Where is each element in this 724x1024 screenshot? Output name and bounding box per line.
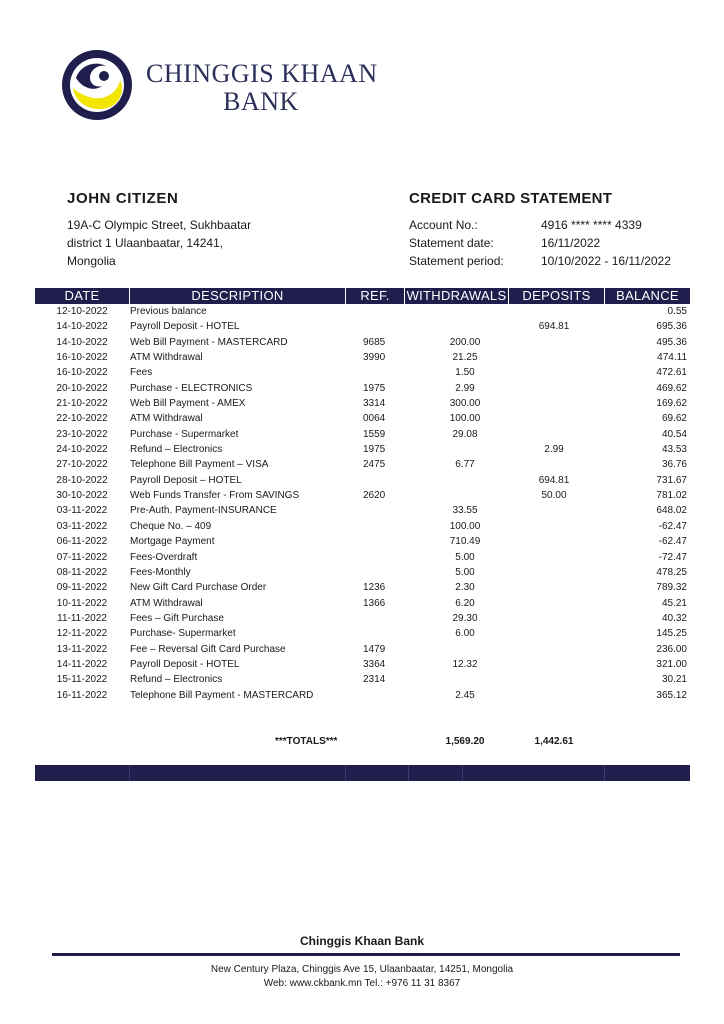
cell-description: Web Funds Transfer - From SAVINGS: [130, 490, 300, 502]
cell-date: 14-11-2022: [56, 658, 108, 670]
cell-description: ATM Withdrawal: [130, 597, 203, 609]
cell-balance: 0.55: [667, 306, 687, 317]
cell-balance: -62.47: [658, 536, 687, 548]
cell-description: Cheque No. – 409: [130, 520, 212, 532]
totals-deposits: 1,442.61: [534, 736, 574, 747]
cell-description: Purchase - Supermarket: [130, 428, 239, 440]
cell-balance: 43.53: [661, 444, 687, 456]
cell-withdrawal: 2.30: [455, 582, 475, 594]
table-row: [35, 319, 690, 334]
cell-withdrawal: 2.99: [455, 382, 475, 394]
cell-date: 11-11-2022: [57, 612, 107, 624]
header-deposits: DEPOSITS: [522, 288, 591, 303]
cell-balance: -62.47: [658, 520, 687, 532]
cell-deposit: 50.00: [541, 490, 567, 502]
table-row: [35, 657, 690, 672]
customer-address-line: 19A-C Olympic Street, Sukhbaatar: [67, 218, 252, 232]
cell-withdrawal: 29.30: [452, 612, 478, 624]
cell-date: 07-11-2022: [56, 551, 108, 563]
cell-date: 16-10-2022: [56, 352, 108, 364]
cell-ref: 2314: [363, 674, 386, 686]
totals-row: [35, 736, 690, 750]
cell-date: 12-10-2022: [56, 306, 108, 317]
cell-ref: 3990: [363, 352, 386, 364]
bank-logo: [60, 48, 134, 122]
account-number-row: [409, 216, 709, 234]
cell-withdrawal: 200.00: [449, 336, 481, 348]
cell-balance: -72.47: [658, 551, 687, 563]
statement-date-value: 16/11/2022: [541, 236, 601, 250]
cell-ref: 0064: [363, 413, 386, 425]
cell-description: Fees: [130, 367, 153, 379]
cell-ref: 2475: [363, 459, 386, 471]
customer-address-line: district 1 Ulaanbaatar, 14241,: [67, 236, 224, 250]
cell-description: Purchase- Supermarket: [130, 628, 236, 640]
table-row: [35, 473, 690, 488]
table-row: [35, 596, 690, 611]
table-row: [35, 365, 690, 380]
customer-address-line: Mongolia: [67, 254, 116, 268]
cell-description: Telephone Bill Payment - MASTERCARD: [130, 689, 314, 701]
header-balance: BALANCE: [616, 288, 679, 303]
cell-balance: 478.25: [656, 566, 687, 578]
cell-balance: 45.21: [661, 597, 687, 609]
cell-deposit: 694.81: [538, 321, 570, 333]
cell-date: 09-11-2022: [56, 582, 108, 594]
cell-balance: 474.11: [657, 352, 687, 364]
cell-date: 16-11-2022: [56, 689, 108, 701]
cell-description: Fees – Gift Purchase: [130, 612, 224, 624]
footer-bank-name: Chinggis Khaan Bank: [299, 934, 424, 948]
statement-period-label: Statement period:: [409, 254, 504, 268]
cell-balance: 169.62: [656, 398, 687, 410]
cell-ref: 1366: [363, 597, 386, 609]
cell-description: Telephone Bill Payment – VISA: [130, 459, 269, 471]
cell-balance: 648.02: [656, 505, 687, 517]
cell-description: Payroll Deposit – HOTEL: [130, 474, 242, 486]
totals-withdrawals: 1,569.20: [445, 736, 485, 747]
cell-balance: 495.36: [656, 336, 687, 348]
cell-withdrawal: 2.45: [455, 689, 475, 701]
cell-date: 08-11-2022: [56, 566, 108, 578]
cell-balance: 789.32: [656, 582, 687, 594]
cell-date: 27-10-2022: [56, 459, 108, 471]
table-footer-bar: [35, 765, 690, 781]
cell-deposit: 694.81: [538, 474, 570, 486]
cell-balance: 695.36: [656, 321, 687, 333]
cell-balance: 781.02: [656, 490, 687, 502]
table-header: [35, 288, 690, 304]
cell-description: Payroll Deposit - HOTEL: [130, 321, 240, 333]
table-row: [35, 503, 690, 518]
table-body: [35, 304, 690, 703]
account-number-value: 4916 **** **** 4339: [541, 218, 642, 232]
cell-withdrawal: 100.00: [449, 413, 481, 425]
customer-name: JOHN CITIZEN: [67, 190, 179, 207]
header-ref: REF.: [360, 288, 390, 303]
bank-name-line2: BANK: [223, 87, 299, 116]
cell-balance: 40.54: [661, 428, 687, 440]
cell-ref: 3364: [363, 658, 386, 670]
statement-info: [409, 190, 709, 270]
table-row: [35, 642, 690, 657]
cell-ref: 1975: [363, 382, 386, 394]
cell-ref: 1975: [363, 444, 386, 456]
cell-date: 22-10-2022: [56, 413, 108, 425]
table-row: [35, 626, 690, 641]
cell-withdrawal: 5.00: [455, 566, 475, 578]
table-row: [35, 519, 690, 534]
cell-date: 14-10-2022: [56, 336, 108, 348]
cell-withdrawal: 5.00: [455, 551, 475, 563]
header-withdrawals: WITHDRAWALS: [406, 288, 507, 303]
cell-description: ATM Withdrawal: [130, 413, 203, 425]
cell-ref: 3314: [363, 398, 386, 410]
cell-withdrawal: 12.32: [452, 658, 478, 670]
totals-label: ***TOTALS***: [275, 736, 338, 747]
table-row: [35, 580, 690, 595]
table-row: [35, 427, 690, 442]
cell-date: 20-10-2022: [56, 382, 108, 394]
cell-ref: 1236: [363, 582, 386, 594]
cell-date: 21-10-2022: [56, 398, 108, 410]
cell-description: New Gift Card Purchase Order: [130, 582, 267, 594]
table-row: [35, 335, 690, 350]
cell-description: Refund – Electronics: [130, 674, 223, 686]
cell-description: Fee – Reversal Gift Card Purchase: [130, 643, 286, 655]
statement-date-row: [409, 234, 709, 252]
cell-withdrawal: 29.08: [452, 428, 478, 440]
cell-withdrawal: 21.25: [452, 352, 478, 364]
statement-date-label: Statement date:: [409, 236, 494, 250]
table-row: [35, 688, 690, 703]
cell-balance: 469.62: [656, 382, 687, 394]
footer-web-phone: Web: www.ckbank.mn Tel.: +976 11 31 8367: [263, 978, 461, 989]
table-row: [35, 534, 690, 549]
bank-name: [146, 60, 376, 116]
cell-date: 12-11-2022: [56, 628, 108, 640]
cell-withdrawal: 33.55: [452, 505, 478, 517]
cell-description: Payroll Deposit - HOTEL: [130, 658, 240, 670]
statement-period-value: 10/10/2022 - 16/11/2022: [541, 254, 671, 268]
cell-ref: 1479: [363, 643, 386, 655]
cell-description: Fees-Overdraft: [130, 551, 198, 563]
cell-date: 16-10-2022: [56, 367, 108, 379]
cell-balance: 36.76: [661, 459, 687, 471]
cell-balance: 69.62: [661, 413, 687, 425]
header-date: DATE: [64, 288, 100, 303]
cell-balance: 145.25: [656, 628, 687, 640]
cell-description: Fees-Monthly: [130, 566, 191, 578]
cell-date: 23-10-2022: [56, 428, 108, 440]
cell-ref: 2620: [363, 490, 386, 502]
statement-title: CREDIT CARD STATEMENT: [409, 190, 613, 207]
table-row: [35, 488, 690, 503]
cell-description: Mortgage Payment: [130, 536, 215, 548]
footer-address: New Century Plaza, Chinggis Ave 15, Ulaanbaatar, 14251, Mongolia: [210, 964, 514, 975]
header-description: DESCRIPTION: [191, 288, 284, 303]
table-row: [35, 411, 690, 426]
cell-balance: 321.00: [656, 658, 687, 670]
table-row: [35, 565, 690, 580]
footer-divider: [52, 953, 680, 956]
cell-date: 13-11-2022: [56, 643, 108, 655]
cell-date: 24-10-2022: [56, 444, 108, 456]
cell-balance: 40.32: [661, 612, 687, 624]
cell-withdrawal: 6.77: [455, 459, 475, 471]
cell-description: Pre-Auth. Payment-INSURANCE: [130, 505, 277, 517]
cell-withdrawal: 6.20: [455, 597, 475, 609]
cell-balance: 472.61: [656, 367, 687, 379]
cell-ref: 9685: [363, 336, 386, 348]
cell-withdrawal: 300.00: [449, 398, 481, 410]
table-row: [35, 304, 690, 319]
cell-description: Web Bill Payment - MASTERCARD: [130, 336, 288, 348]
cell-ref: 1559: [363, 428, 386, 440]
table-row: [35, 381, 690, 396]
cell-description: ATM Withdrawal: [130, 352, 203, 364]
table-row: [35, 550, 690, 565]
cell-withdrawal: 710.49: [449, 536, 481, 548]
bank-name-line1: CHINGGIS KHAAN: [146, 59, 378, 88]
cell-balance: 236.00: [656, 643, 687, 655]
footer-contact: [0, 963, 724, 991]
table-row: [35, 442, 690, 457]
cell-date: 10-11-2022: [56, 597, 108, 609]
cell-date: 14-10-2022: [56, 321, 108, 333]
cell-date: 30-10-2022: [56, 490, 108, 502]
cell-description: Refund – Electronics: [130, 444, 223, 456]
cell-balance: 365.12: [656, 689, 687, 701]
table-row: [35, 396, 690, 411]
cell-deposit: 2.99: [544, 444, 564, 456]
cell-balance: 731.67: [656, 474, 687, 486]
cell-withdrawal: 100.00: [449, 520, 481, 532]
cell-date: 15-11-2022: [56, 674, 108, 686]
cell-description: Web Bill Payment - AMEX: [130, 398, 246, 410]
cell-balance: 30.21: [661, 674, 687, 686]
cell-withdrawal: 6.00: [455, 628, 475, 640]
account-number-label: Account No.:: [409, 218, 478, 232]
transactions-table: [35, 288, 690, 703]
customer-block: [67, 190, 367, 270]
table-row: [35, 611, 690, 626]
cell-description: Purchase - ELECTRONICS: [130, 382, 253, 394]
cell-date: 06-11-2022: [56, 536, 108, 548]
table-row: [35, 457, 690, 472]
statement-period-row: [409, 252, 709, 270]
table-row: [35, 350, 690, 365]
cell-withdrawal: 1.50: [455, 367, 475, 379]
cell-date: 03-11-2022: [56, 505, 108, 517]
cell-date: 03-11-2022: [56, 520, 108, 532]
cell-description: Previous balance: [130, 306, 207, 317]
cell-date: 28-10-2022: [56, 474, 108, 486]
table-row: [35, 672, 690, 687]
